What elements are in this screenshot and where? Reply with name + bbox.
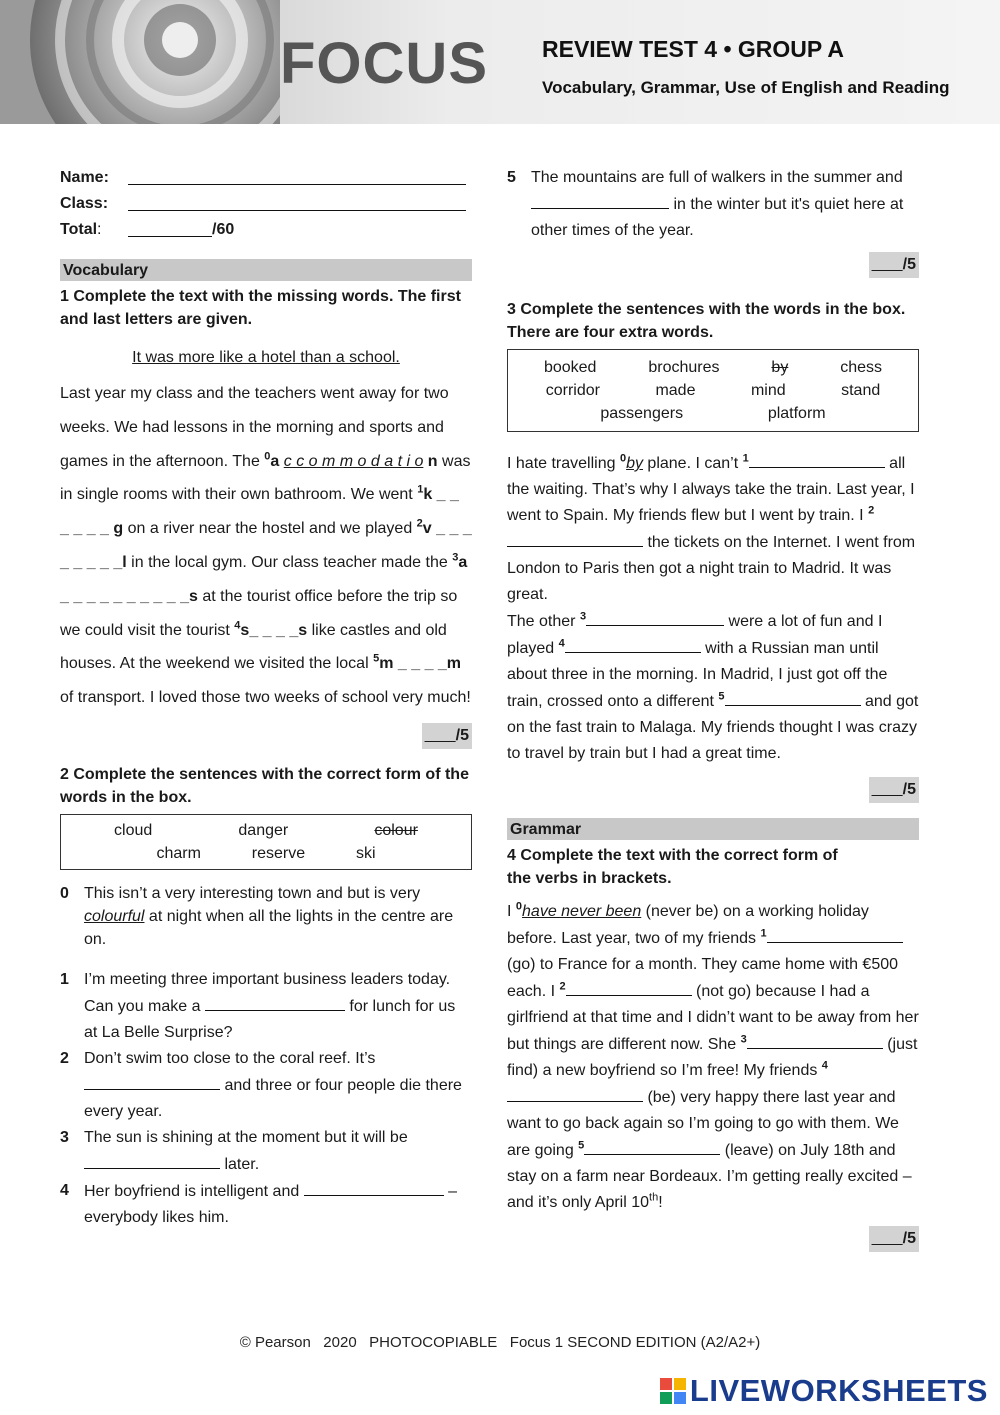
word-charm: charm [156,844,201,862]
ex1-gap-0-number: 0 [264,450,271,463]
ex3-gap-1[interactable] [749,450,885,468]
ex1-example-answer: c c o m m o d a t i o [283,452,424,470]
ex2-gap-4[interactable] [304,1178,444,1196]
ex1-gap-3[interactable]: a _ _ _ _ _ _ _ _ _ _s [60,553,468,605]
ex1-score: /5 [60,723,472,749]
ex2-item-5: 5 The mountains are full of walkers in the summer and in the winter but it's quiet here at other times of the year. [507,169,904,239]
name-input-line[interactable] [128,165,466,185]
word-passengers: passengers [600,405,684,422]
ex2-item-4: 4 Her boyfriend is intelligent and – everybody likes him. [60,1178,472,1231]
ex1-story-title: It was more like a hotel than a school. [132,349,400,366]
word-made: made [655,382,696,399]
ex2-gap-1[interactable] [205,993,345,1011]
ex3-example-answer: by [626,455,643,472]
ex3-text: I hate travelling $^0$by plane. I can’t $^1$ all the waiting. That’s why I always take the train. Last year, I went to Spain. My friends flew but I went by train. I $^2$ the tickets on the Internet. I went from London to Paris then got a night train to Madrid. It was great. The other $^3$ were a lot of fun and I played $^4$ with a Russian man until about three in the morning. In Madrid, I just got off the train, crossed onto a different $^5$ and got on the fast train to Malaga. My friends thought I was crazy to travel by train but I had a great time. [507,450,919,767]
header-swirl-graphic [0,0,280,124]
ex2-instruction: 2 Complete the sentences with the correct form of the words in the box. [60,765,469,806]
ex2-word-box [60,814,472,870]
word-mind: mind [750,382,786,399]
page-title: REVIEW TEST 4 • GROUP A [542,36,844,62]
liveworksheets-watermark: LIVEWORKSHEETS [660,1373,988,1409]
word-ski: ski [356,844,376,862]
total-input-line[interactable] [128,217,212,237]
ex4-gap-3[interactable] [747,1031,883,1049]
class-field [60,191,472,217]
class-label: Class: [60,195,109,212]
ex2-gap-2[interactable] [84,1072,220,1090]
word-reserve: reserve [251,844,306,862]
page-header [0,0,1000,124]
ex2-score: /5 [507,252,919,278]
ex3-gap-4[interactable] [565,635,701,653]
ex4-gap-2[interactable] [566,978,692,996]
ex3-score: /5 [507,777,919,803]
ex2-item-2: 2 Don’t swim too close to the coral reef. It’s and three or four people die there every year. [60,1049,462,1120]
total-suffix: /60 [212,221,235,238]
word-platform: platform [767,405,826,422]
ex2-item-3: 3 The sun is shining at the moment but it will be later. [60,1128,408,1173]
ex1-text: Last year my class and the teachers went away for two weeks. We had lessons in the morning and sports and games in the afternoon. The $^0$a c c o m m o d a t i o n was in single rooms with their own bathroom. We went $^1$k _ _ _ _ _ _ g on a river near the hostel and we played $^2$v _ _ _ _ _ _ _ _l in the local gym. Our class teacher made the $^3$a _ _ _ _ _ _ _ _ _ _s at the tourist office before the trip so we could visit the tourist $^4$s_ _ _ _s like castles and old houses. At the weekend we visited the local $^5$m _ _ _ _m of transport. I loved those two weeks of school very much! [60,385,472,707]
name-label: Name: [60,169,109,186]
ex4-instruction: 4 Complete the text with the correct form of the verbs in brackets. [507,847,838,887]
page-subtitle: Vocabulary, Grammar, Use of English and Reading [542,78,950,97]
focus-logo: FOCUS [280,31,488,96]
word-chess: chess [840,359,883,376]
ex2-item-0: 0 This isn’t a very interesting town and but is very colourful at night when all the lights in the centre are on. [60,884,454,948]
ex2-gap-5[interactable] [531,191,669,209]
word-stand: stand [841,382,881,399]
word-cloud: cloud [114,821,153,839]
word-brochures: brochures [648,359,720,376]
total-label: Total: [60,221,102,238]
ex4-gap-1[interactable] [767,925,903,943]
word-by: by [771,359,789,376]
ex3-gap-5[interactable] [725,688,861,706]
vocabulary-heading: Vocabulary [60,259,472,281]
ex4-score: /5 [507,1226,919,1252]
word-booked: booked [543,359,597,376]
ex3-gap-2[interactable] [507,529,643,547]
grammar-heading: Grammar [507,818,919,840]
ex1-instruction: 1 Complete the text with the missing words. The first and last letters are given. [60,288,461,328]
word-danger: danger [238,821,289,839]
ex3-instruction: 3 Complete the sentences with the words in the box. There are four extra words. [507,301,906,341]
ex1-gap-1[interactable]: k _ _ _ _ _ _ g [60,486,459,538]
liveworksheets-logo-icon [660,1376,686,1402]
ex2-item-1: 1 I’m meeting three important business leaders today. Can you make a for lunch for us at La Belle Surprise? [60,970,456,1041]
right-column [507,165,919,1252]
class-input-line[interactable] [128,191,466,211]
left-column [60,165,472,1231]
total-field [60,217,472,243]
ex2-gap-3[interactable] [84,1151,220,1169]
ex3-word-box [507,349,919,432]
copyright-footer: © Pearson 2020 PHOTOCOPIABLE Focus 1 SECOND EDITION (A2/A2+) [239,1334,761,1351]
ex1-gap-2[interactable]: v _ _ _ _ _ _ _ _l [60,520,472,571]
ex1-gap-5[interactable]: m _ _ _ _m [379,655,462,673]
word-corridor: corridor [545,382,600,399]
ex3-gap-3[interactable] [586,608,724,626]
ex4-example-answer: have never been [522,903,642,920]
ex4-text: I $^0$have never been (never be) on a working holiday before. Last year, two of my friends $^1$ (go) to France for a month. They came home with €500 each. I $^2$ (not go) because I had a girlfriend at that time and I didn’t want to be away from her but things are different now. She $^3$ (just find) a new boyfriend so I’m free! My friends $^4$ (be) very happy there last year and want to go back again so I’m going to go with them. We are going $^5$ (leave) on July 18th and stay on a farm near Bordeaux. I’m getting really excited – and it’s only April 10th! [507,900,919,1211]
word-colour: colour [374,821,418,839]
ex1-gap-4[interactable]: s_ _ _ _s [240,621,308,639]
name-field [60,165,472,191]
ex2-example-answer: colourful [84,907,145,925]
ex4-gap-5[interactable] [584,1137,720,1155]
ex4-gap-4[interactable] [507,1084,643,1102]
